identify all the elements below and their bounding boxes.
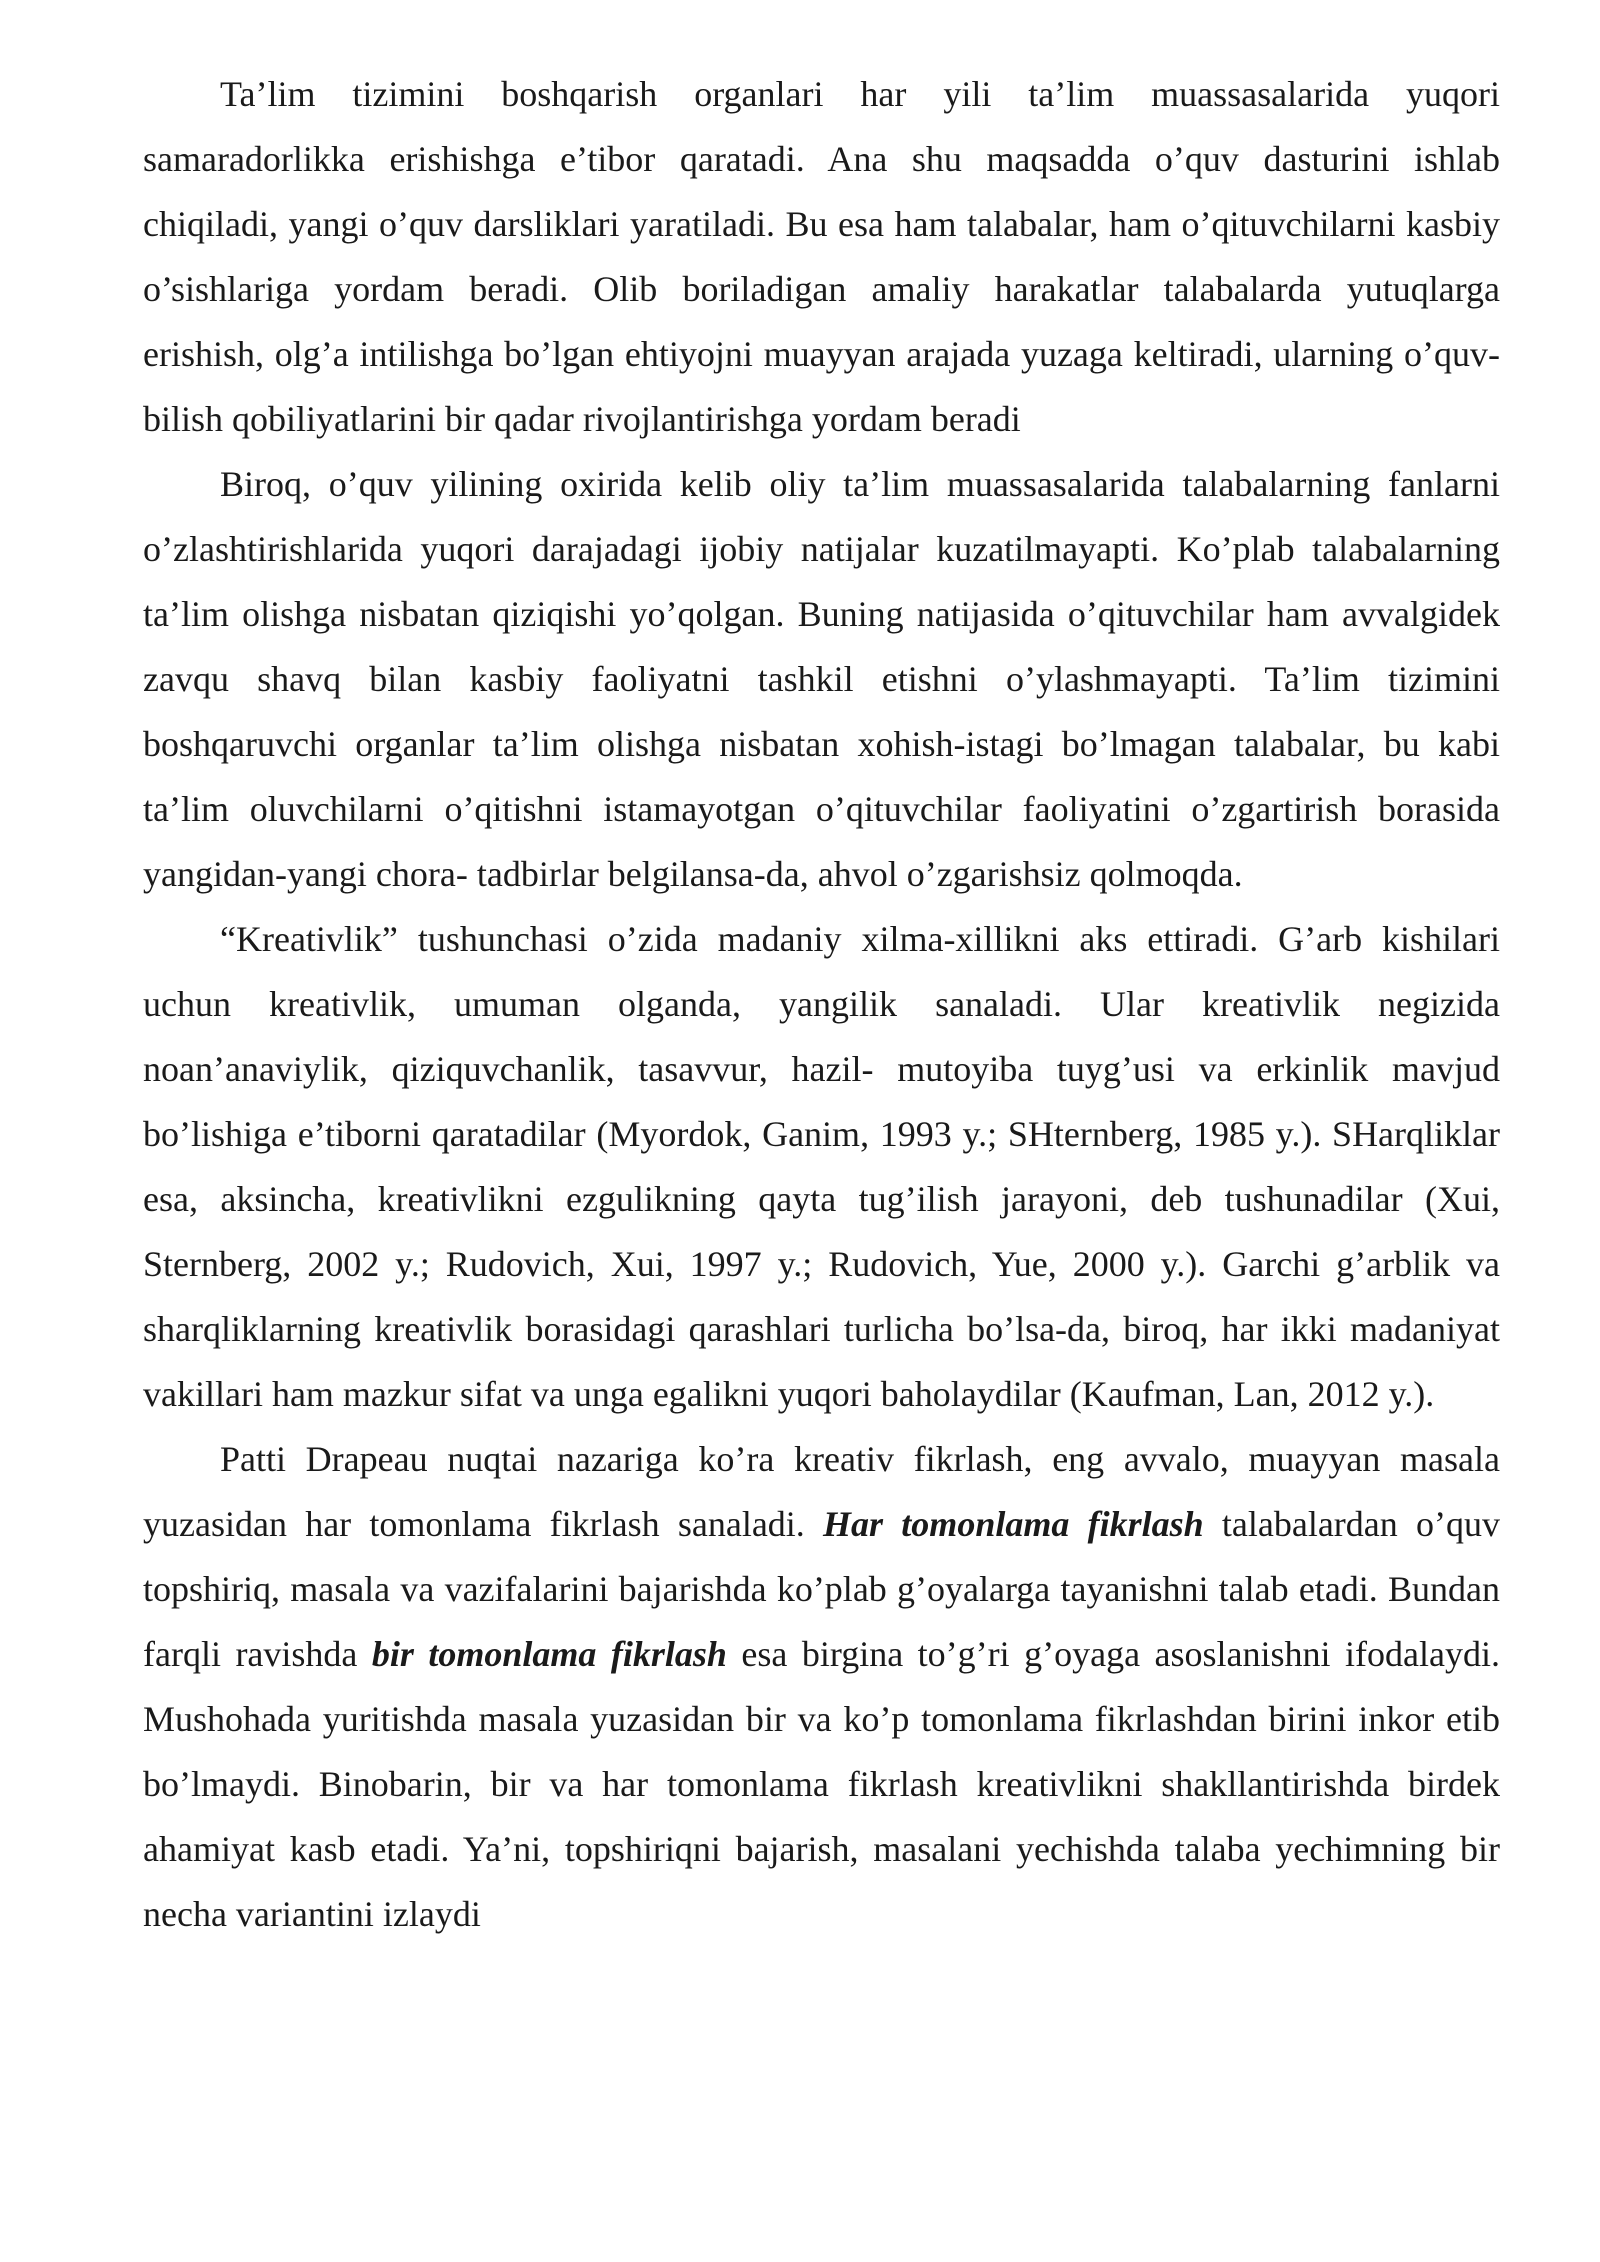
document-page	[143, 62, 1500, 1947]
paragraph-1: Ta’lim tizimini boshqarish organlari har yili ta’lim muassasalarida yuqori samaradorlikka erishishga e’tibor qaratadi. Ana shu maqsadda o’quv dasturini ishlab chiqiladi, yangi o’quv darsliklari yaratiladi. Bu esa ham talabalar, ham o’qituvchilarni kasbiy o’sishlariga yordam beradi. Olib boriladigan amaliy harakatlar talabalarda yutuqlarga erishish, olg’a intilishga bo’lgan ehtiyojni muayyan arajada yuzaga keltiradi, ularning o’quv-bilish qobiliyatlarini bir qadar rivojlantirishga yordam beradi	[143, 74, 1500, 439]
paragraph-4	[143, 1427, 1500, 1947]
paragraph-4-text-1: Patti Drapeau nuqtai nazariga ko’ra kreativ fikrlash, eng avvalo, muayyan masala yuzasidan har tomonlama fikrlash sanaladi.	[143, 1439, 1500, 1544]
paragraph-2: Biroq, o’quv yilining oxirida kelib oliy ta’lim muassasalarida talabalarning fanlarni o’zlashtirishlarida yuqori darajadagi ijobiy natijalar kuzatilmayapti. Ko’plab talabalarning ta’lim olishga nisbatan qiziqishi yo’qolgan. Buning natijasida o’qituvchilar ham avvalgidek zavqu shavq bilan kasbiy faoliyatni tashkil etishni o’ylashmayapti. Ta’lim tizimini boshqaruvchi organlar ta’lim olishga nisbatan xohish-istagi bo’lmagan talabalar, bu kabi ta’lim oluvchilarni o’qitishni istamayotgan o’qituvchilar faoliyatini o’zgartirish borasida yangidan-yangi chora- tadbirlar belgilansa-da, ahvol o’zgarishsiz qolmoqda.	[143, 464, 1500, 894]
paragraph-4-text-3: esa birgina to’g’ri g’oyaga asoslanishni ifodalaydi. Mushohada yuritishda masala yuzasidan bir va ko’p tomonlama fikrlashdan birini inkor etib bo’lmaydi. Binobarin, bir va har tomonlama fikrlash kreativlikni shakllantirishda birdek ahamiyat kasb etadi. Ya’ni, topshiriqni bajarish, masalani yechishda talaba yechimning bir necha variantini izlaydi	[143, 1634, 1500, 1934]
paragraph-4-text-2: talabalardan o’quv topshiriq, masala va vazifalarini bajarishda ko’plab g’oyalarga tayanishni talab etadi. Bundan farqli ravishda	[143, 1504, 1500, 1674]
term-one-sided-thinking: bir tomonlama fikrlash	[371, 1634, 727, 1674]
paragraph-3: “Kreativlik” tushunchasi o’zida madaniy xilma-xillikni aks ettiradi. G’arb kishilari uchun kreativlik, umuman olganda, yangilik sanaladi. Ular kreativlik negizida noan’anaviylik, qiziquvchanlik, tasavvur, hazil- mutoyiba tuyg’usi va erkinlik mavjud bo’lishiga e’tiborni qaratadilar (Myordok, Ganim, 1993 y.; SHternberg, 1985 y.). SHarqliklar esa, aksincha, kreativlikni ezgulikning qayta tug’ilish jarayoni, deb tushunadilar (Xui, Sternberg, 2002 y.; Rudovich, Xui, 1997 y.; Rudovich, Yue, 2000 y.). Garchi g’arblik va sharqliklarning kreativlik borasidagi qarashlari turlicha bo’lsa-da, biroq, har ikki madaniyat vakillari ham mazkur sifat va unga egalikni yuqori baholaydilar (Kaufman, Lan, 2012 y.).	[143, 919, 1500, 1414]
term-multi-sided-thinking: Har tomonlama fikrlash	[823, 1504, 1204, 1544]
